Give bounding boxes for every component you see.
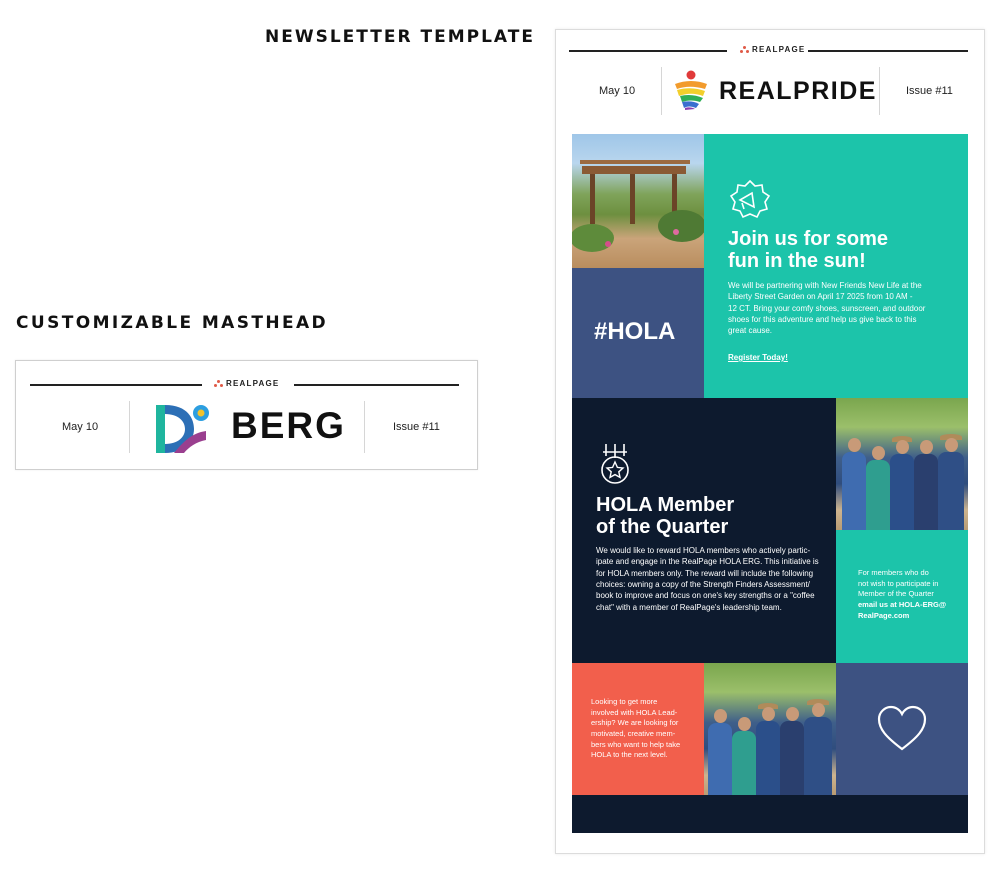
newsletter-footer (572, 795, 968, 833)
member-body-line: ipate and engage in the RealPage HOLA ERG. This initiative is (596, 557, 819, 567)
newsletter-divider-left (661, 67, 662, 115)
group-photo-bottom (704, 663, 836, 795)
leadership-block (572, 663, 704, 795)
optout-text (858, 568, 946, 621)
member-body-line: book to improve and focus on one's key strengths or a "coffee (596, 591, 815, 601)
realpage-brand (214, 379, 279, 388)
masthead-rule-right (294, 384, 459, 386)
optout-block (836, 530, 968, 663)
realpride-logo-icon (671, 70, 711, 110)
newsletter-template-heading: NEWSLETTER TEMPLATE (265, 27, 535, 47)
masthead-issue: Issue #11 (393, 421, 440, 433)
heart-icon (876, 705, 928, 753)
newsletter-rule-right (808, 50, 968, 52)
sun-event-block (704, 134, 968, 398)
berg-logo-icon (154, 401, 212, 457)
optout-line: Member of the Quarter (858, 589, 934, 599)
register-link[interactable]: Register Today! (728, 353, 788, 362)
person-figure (938, 434, 964, 530)
sun-body-line: great cause. (728, 326, 773, 336)
customizable-masthead-heading: CUSTOMIZABLE MASTHEAD (16, 313, 329, 333)
masthead-date: May 10 (62, 421, 99, 433)
leadership-line: involved with HOLA Lead- (591, 707, 678, 717)
person-figure (914, 440, 938, 530)
realpage-brand (740, 45, 805, 54)
leadership-text (591, 697, 680, 761)
pergola-illustration (572, 134, 704, 268)
person-figure (866, 446, 890, 530)
optout-email-line: RealPage.com (858, 610, 910, 620)
garden-photo (572, 134, 704, 268)
realpage-dots-icon (214, 380, 223, 387)
person-figure (732, 717, 756, 795)
sun-title-line1: Join us for some (728, 228, 889, 250)
member-quarter-block (572, 398, 836, 663)
heart-block (836, 663, 968, 795)
newsletter-divider-right (879, 67, 880, 115)
newsletter-title: REALPRIDE (719, 77, 877, 105)
masthead-divider-right (364, 401, 365, 453)
realpage-brand-label: REALPAGE (752, 45, 806, 54)
masthead-title: BERG (231, 405, 346, 446)
member-body-line: for HOLA members only. The reward will include the following (596, 568, 814, 578)
member-title (596, 494, 734, 538)
sun-body (728, 280, 925, 337)
member-body-line: We would like to reward HOLA members who actively partic- (596, 546, 811, 555)
sun-body-line: shoes for this adventure and help us give back to this (728, 315, 917, 325)
sun-body-line: Liberty Street Garden on April 17 2025 from 10 AM - (728, 292, 913, 302)
newsletter-date: May 10 (599, 85, 636, 97)
leadership-line: Looking to get more (591, 697, 658, 706)
person-figure (804, 699, 832, 795)
sun-title-line2: fun in the sun! (728, 250, 866, 272)
member-title-line1: HOLA Member (596, 494, 735, 516)
masthead-divider-left (129, 401, 130, 453)
optout-email-line: email us at HOLA-ERG@ (858, 599, 947, 609)
leadership-line: HOLA to the next level. (591, 750, 668, 760)
medal-star-icon (594, 442, 636, 486)
leadership-line: bers who want to help take (591, 739, 681, 749)
realpage-dots-icon (740, 46, 749, 53)
sun-body-line: 12 CT. Bring your comfy shoes, sunscreen, and outdoor (728, 303, 926, 313)
person-figure (708, 709, 732, 795)
masthead-card (15, 360, 478, 470)
newsletter-issue: Issue #11 (906, 85, 953, 97)
member-body-line: chat" with a member of RealPage's leadership team. (596, 602, 782, 612)
member-body-line: choices: owning a copy of the Strength Finders Assessment/ (596, 580, 810, 590)
member-body (596, 545, 819, 613)
optout-line: For members who do (858, 568, 929, 577)
newsletter-rule-left (569, 50, 727, 52)
person-figure (780, 707, 804, 795)
optout-line: not wish to participate in (858, 578, 939, 588)
person-figure (842, 438, 866, 530)
hashtag-label: #HOLA (594, 318, 676, 345)
masthead-rule-left (30, 384, 202, 386)
sun-title (728, 228, 888, 272)
realpage-brand-label: REALPAGE (226, 379, 280, 388)
person-figure (756, 703, 780, 795)
hashtag-block (572, 268, 704, 398)
group-photo-top (836, 398, 968, 530)
member-title-line2: of the Quarter (596, 516, 729, 538)
person-figure (890, 436, 914, 530)
newsletter-page (555, 29, 985, 854)
sun-body-line: We will be partnering with New Friends New Life at the (728, 281, 922, 290)
megaphone-icon (728, 178, 772, 222)
leadership-line: ership? We are looking for (591, 718, 679, 728)
leadership-line: motivated, creative mem- (591, 728, 676, 738)
